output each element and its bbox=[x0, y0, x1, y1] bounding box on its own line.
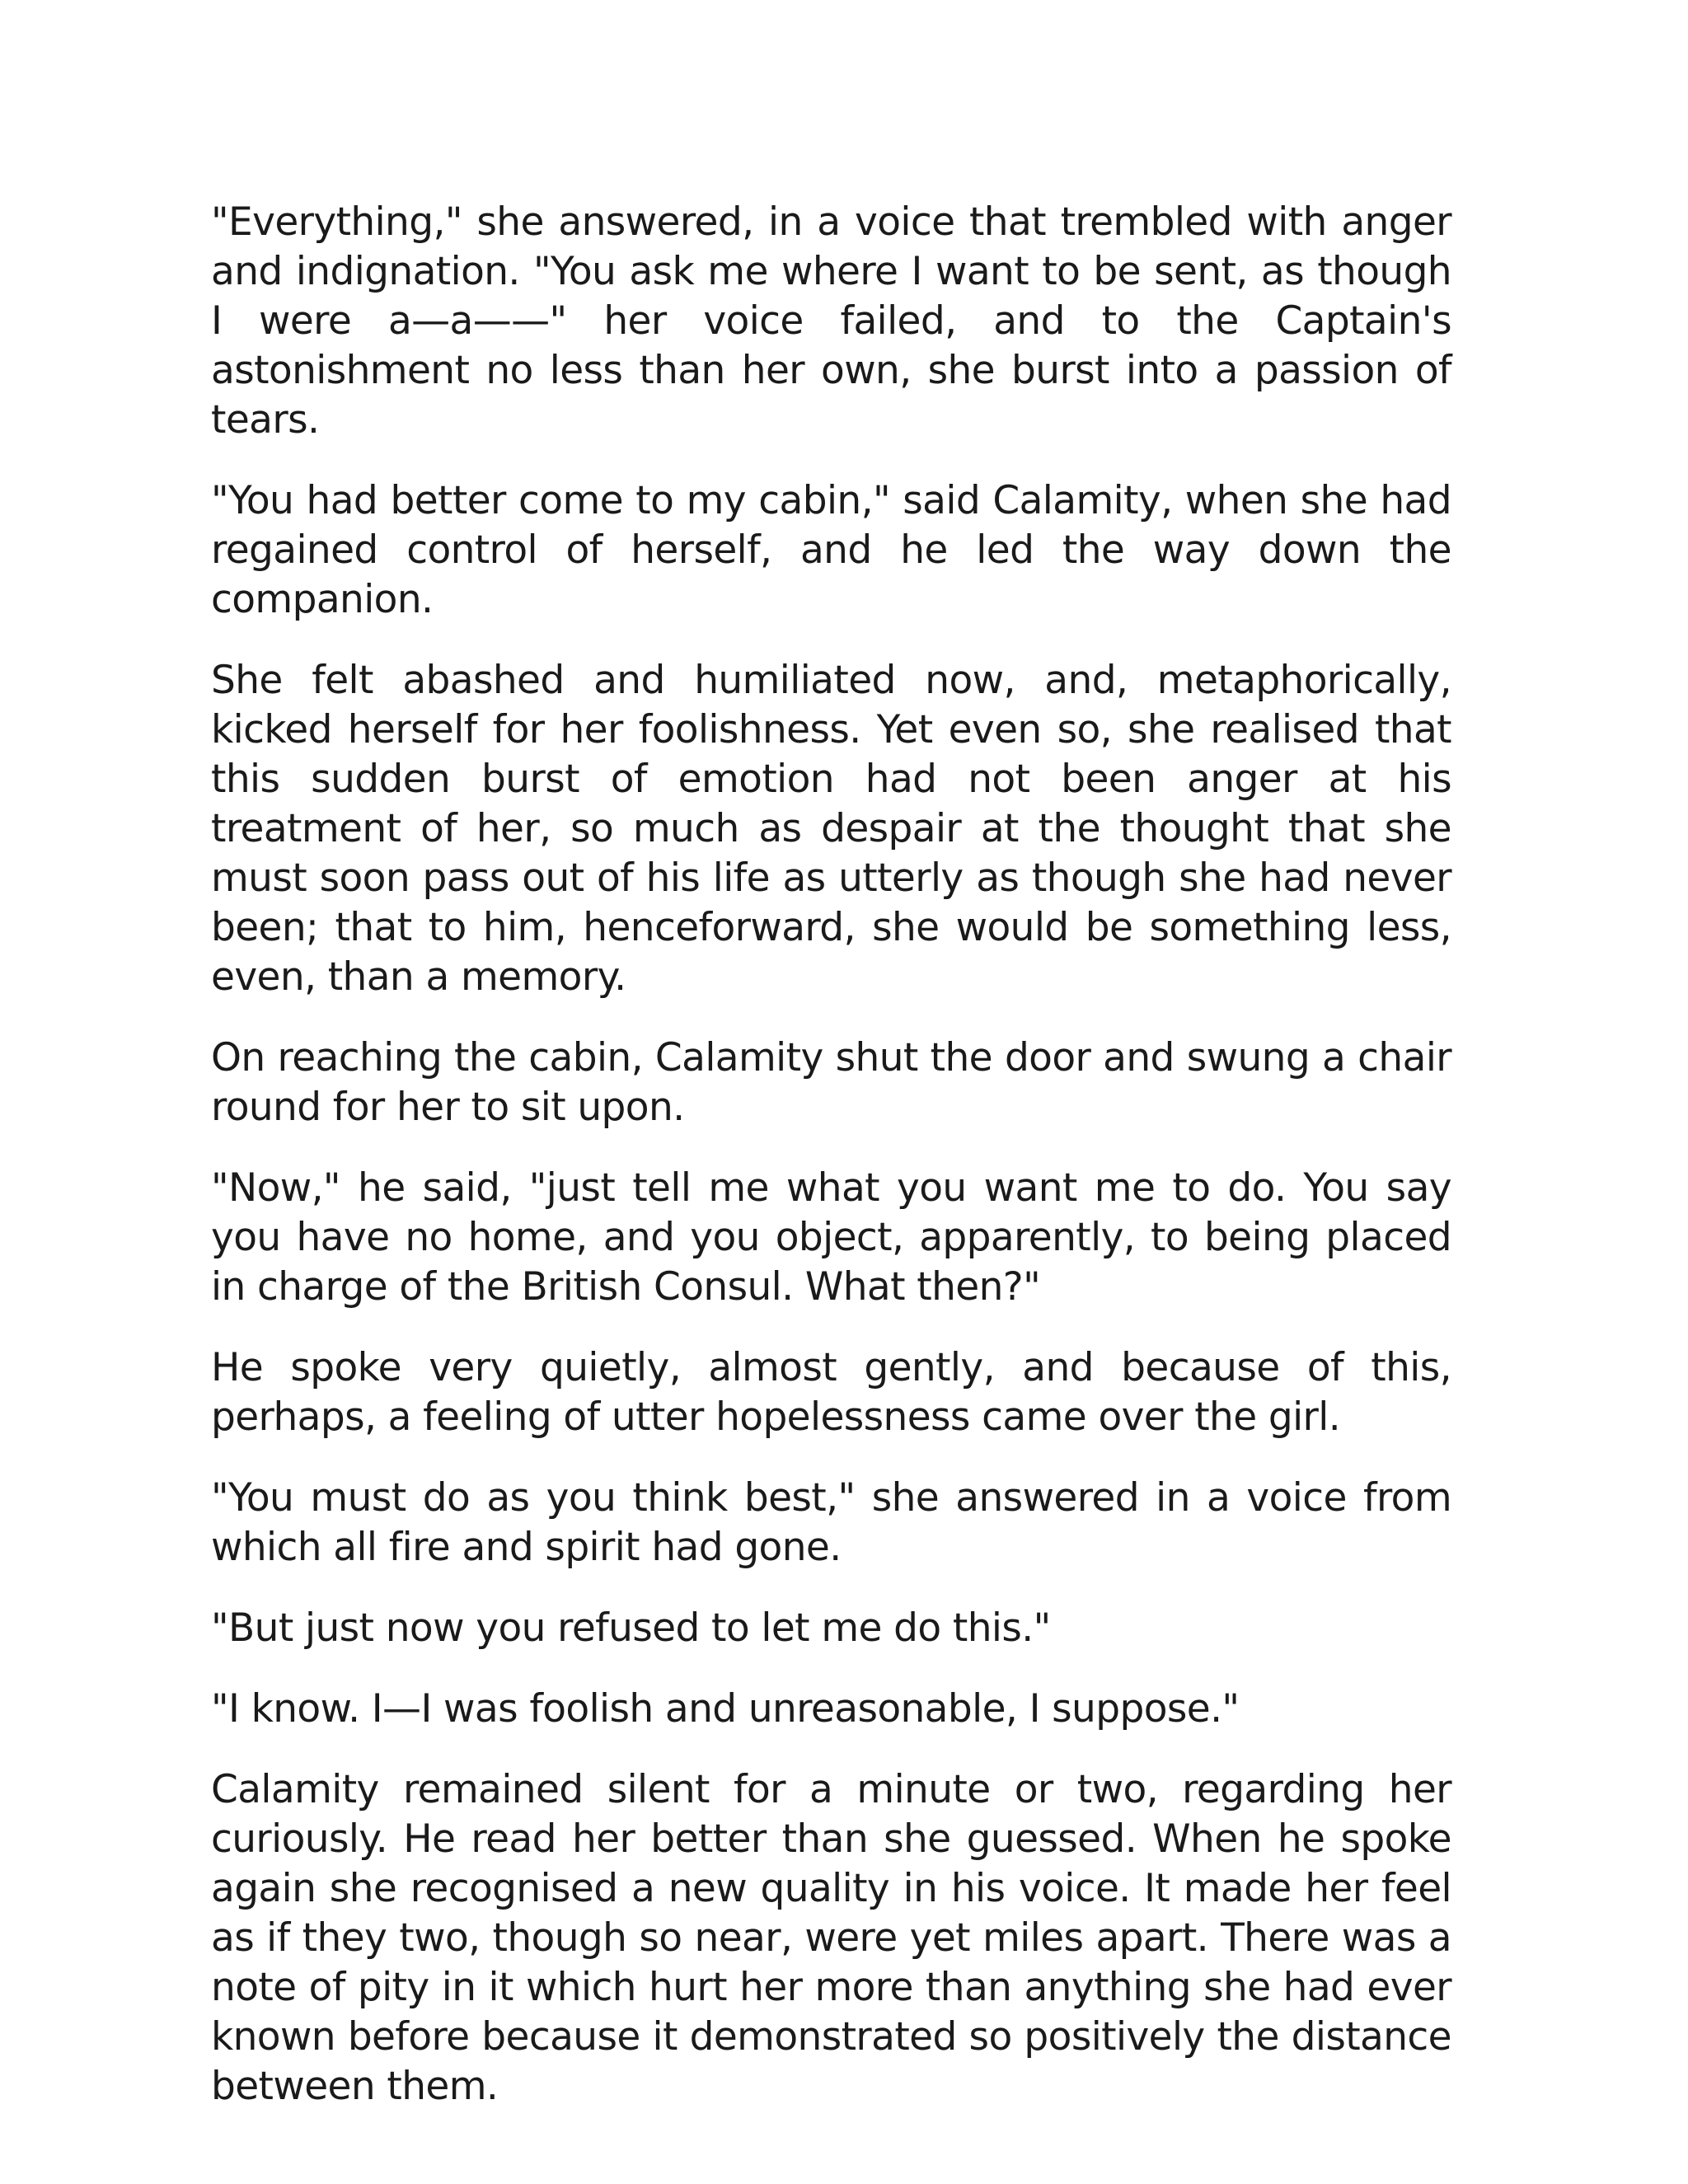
paragraph-reaching-cabin: On reaching the cabin, Calamity shut the door and swung a chair round for her to sit upon. bbox=[211, 1035, 1451, 1130]
paragraph-now-he-said: "Now," he said, "just tell me what you want me to do. You say you have no home, and you object, apparently, to being placed in charge of the British Consul. What then?" bbox=[211, 1165, 1451, 1310]
paragraph-cabin-invite: "You had better come to my cabin," said Calamity, when she had regained control of herself, and he led the way down the companion. bbox=[211, 478, 1451, 622]
paragraph-think-best: "You must do as you think best," she answered in a voice from which all fire and spirit had gone. bbox=[211, 1475, 1451, 1570]
paragraph-refused: "But just now you refused to let me do this." bbox=[211, 1605, 1051, 1651]
book-page bbox=[211, 198, 1451, 2111]
paragraph-i-know: "I know. I—I was foolish and unreasonable, I suppose." bbox=[211, 1686, 1240, 1732]
paragraph-calamity-silent: Calamity remained silent for a minute or two, regarding her curiously. He read her better than she guessed. When he spoke again she recognised a new quality in his voice. It made her feel as if they two, though so near, were yet miles apart. There was a note of pity in it which hurt her more than anything she had ever known before because it demonstrated so positively the distance between them. bbox=[211, 1767, 1451, 2109]
paragraph-abashed: She felt abashed and humiliated now, and, metaphorically, kicked herself for her foolishness. Yet even so, she realised that this sudden burst of emotion had not been anger at his treatment of her, so much as despair at the thought that she must soon pass out of his life as utterly as though she had never been; that to him, henceforward, she would be something less, even, than a memory. bbox=[211, 658, 1451, 1000]
paragraph-everything: "Everything," she answered, in a voice that trembled with anger and indignation. "You ask me where I want to be sent, as though I were a—a——" her voice failed, and to the Captain's astonishment no less than her own, she burst into a passion of tears. bbox=[211, 199, 1451, 443]
paragraph-spoke-quietly: He spoke very quietly, almost gently, and because of this, perhaps, a feeling of utter hopelessness came over the girl. bbox=[211, 1345, 1451, 1440]
